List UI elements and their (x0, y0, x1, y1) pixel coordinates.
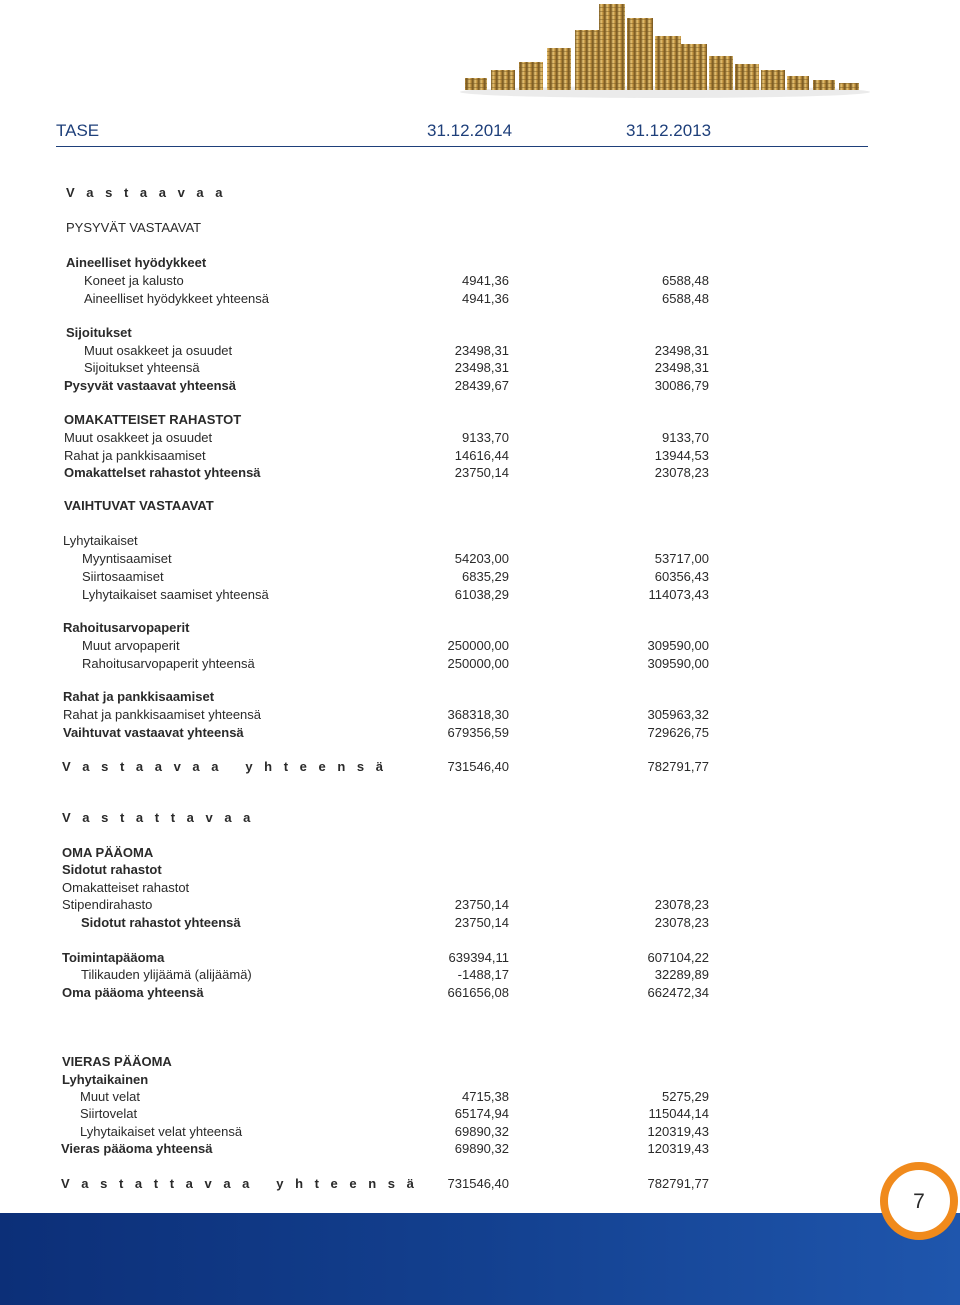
row-label: OMA PÄÄOMA (62, 845, 154, 860)
value-2014: 69890,32 (454, 1141, 509, 1156)
value-2013: 13944,53 (654, 448, 709, 463)
value-2013: 6588,48 (662, 273, 709, 288)
row-label: Myyntisaamiset (82, 551, 172, 566)
value-2013: 23078,23 (654, 897, 709, 912)
row-label: Pysyvät vastaavat yhteensä (64, 378, 237, 393)
row-label: Sijoitukset (66, 325, 132, 340)
value-2013: 120319,43 (647, 1141, 709, 1156)
value-2013: 782791,77 (647, 759, 709, 774)
value-2013: 23498,31 (654, 360, 709, 375)
value-2014: 54203,00 (454, 551, 509, 566)
value-2014: 61038,29 (454, 587, 509, 602)
coin-stacks-image (455, 0, 875, 100)
row-label: V a s t a t t a v a a (62, 810, 255, 825)
value-2014: 731546,40 (447, 1176, 509, 1191)
row-label: Aineelliset hyödykkeet (66, 255, 207, 270)
value-2013: 23078,23 (654, 915, 709, 930)
value-2014: 731546,40 (447, 759, 509, 774)
value-2013: 53717,00 (654, 551, 709, 566)
row-label: Omakatteiset rahastot (62, 880, 190, 895)
row-label: VIERAS PÄÄOMA (62, 1054, 172, 1069)
header-divider (56, 146, 868, 147)
value-2013: 115044,14 (648, 1106, 709, 1121)
row-label: Sijoitukset yhteensä (84, 360, 200, 375)
row-label: Toimintapääoma (62, 950, 165, 965)
value-2014: 4715,38 (462, 1089, 509, 1104)
row-label: Lyhytaikaiset saamiset yhteensä (82, 587, 269, 602)
value-2014: 23750,14 (454, 897, 509, 912)
row-label: OMAKATTEISET RAHASTOT (64, 412, 242, 427)
value-2013: 309590,00 (647, 656, 709, 671)
value-2014: 4941,36 (462, 273, 509, 288)
row-label: Rahat ja pankkisaamiset (64, 448, 206, 463)
value-2014: 28439,67 (454, 378, 509, 393)
row-label: Rahat ja pankkisaamiset yhteensä (63, 707, 262, 722)
value-2013: 120319,43 (647, 1124, 709, 1139)
value-2013: 9133,70 (662, 430, 709, 445)
value-2013: 30086,79 (654, 378, 709, 393)
row-label: Vieras pääoma yhteensä (61, 1141, 213, 1156)
value-2013: 607104,22 (647, 950, 709, 965)
value-2014: 9133,70 (462, 430, 509, 445)
value-2014: 23750,14 (454, 915, 509, 930)
row-label: Stipendirahasto (62, 897, 153, 912)
footer-band (0, 1213, 960, 1305)
row-label: Sidotut rahastot (62, 862, 162, 877)
value-2013: 23078,23 (654, 465, 709, 480)
value-2013: 729626,75 (647, 725, 709, 740)
value-2014: 14616,44 (454, 448, 509, 463)
row-label: Koneet ja kalusto (84, 273, 184, 288)
value-2013: 5275,29 (662, 1089, 709, 1104)
page-number: 7 (913, 1190, 925, 1213)
row-label: Muut arvopaperit (82, 638, 180, 653)
row-label: V a s t a t t a v a a y h t e e n s ä (61, 1176, 418, 1191)
value-2014: 661656,08 (447, 985, 509, 1000)
value-2014: 6835,29 (462, 569, 509, 584)
row-label: Muut osakkeet ja osuudet (84, 343, 233, 358)
value-2014: 4941,36 (462, 291, 509, 306)
row-label: Sidotut rahastot yhteensä (81, 915, 241, 930)
value-2013: 60356,43 (654, 569, 709, 584)
value-2013: 782791,77 (647, 1176, 709, 1191)
value-2014: 639394,11 (448, 950, 509, 965)
row-label: Omakattelset rahastot yhteensä (64, 465, 261, 480)
value-2013: 32289,89 (654, 967, 709, 982)
row-label: Vaihtuvat vastaavat yhteensä (63, 725, 244, 740)
row-label: Rahat ja pankkisaamiset (63, 689, 215, 704)
value-2014: -1488,17 (457, 967, 509, 982)
value-2013: 305963,32 (647, 707, 709, 722)
row-label: Rahoitusarvopaperit (63, 620, 190, 635)
value-2014: 679356,59 (447, 725, 509, 740)
row-label: Rahoitusarvopaperit yhteensä (82, 656, 255, 671)
page-title: TASE (56, 121, 100, 140)
value-2014: 23498,31 (454, 343, 509, 358)
value-2013: 6588,48 (662, 291, 709, 306)
row-label: Siirtosaamiset (82, 569, 164, 584)
value-2014: 250000,00 (447, 638, 509, 653)
value-2013: 662472,34 (647, 985, 709, 1000)
row-label: Muut osakkeet ja osuudet (64, 430, 213, 445)
value-2014: 69890,32 (454, 1124, 509, 1139)
row-label: Lyhytaikainen (62, 1072, 149, 1087)
row-label: Lyhytaikaiset velat yhteensä (80, 1124, 243, 1139)
row-label: Oma pääoma yhteensä (62, 985, 204, 1000)
column-header-2014: 31.12.2014 (427, 121, 513, 140)
row-label: Aineelliset hyödykkeet yhteensä (84, 291, 270, 306)
row-label: Siirtovelat (80, 1106, 138, 1121)
value-2014: 250000,00 (447, 656, 509, 671)
row-label: V a s t a a v a a y h t e e n s ä (62, 759, 387, 774)
row-label: VAIHTUVAT VASTAAVAT (64, 498, 214, 513)
row-label: Lyhytaikaiset (63, 533, 138, 548)
value-2013: 23498,31 (654, 343, 709, 358)
value-2013: 114073,43 (648, 587, 709, 602)
row-label: Tilikauden ylijäämä (alijäämä) (81, 967, 252, 982)
value-2013: 309590,00 (647, 638, 709, 653)
value-2014: 65174,94 (454, 1106, 509, 1121)
row-label: V a s t a a v a a (66, 185, 227, 200)
row-label: Muut velat (80, 1089, 140, 1104)
value-2014: 23498,31 (454, 360, 509, 375)
row-label: PYSYVÄT VASTAAVAT (66, 220, 202, 235)
value-2014: 23750,14 (454, 465, 509, 480)
value-2014: 368318,30 (447, 707, 509, 722)
column-header-2013: 31.12.2013 (626, 121, 712, 140)
